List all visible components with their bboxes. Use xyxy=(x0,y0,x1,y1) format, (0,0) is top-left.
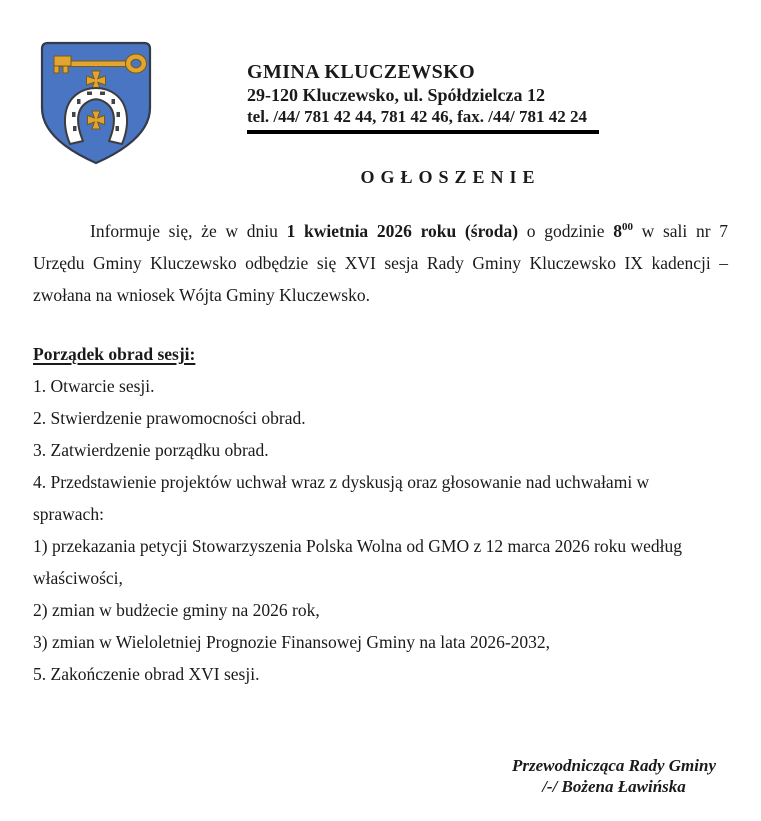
signature-role: Przewodnicząca Rady Gminy xyxy=(512,756,716,775)
signature-block xyxy=(497,755,731,797)
agenda-line: 2) zmian w budżecie gminy na 2026 rok, xyxy=(33,600,320,620)
agenda-line: 3. Zatwierdzenie porządku obrad. xyxy=(33,440,269,460)
letterhead-rule xyxy=(247,130,599,134)
intro-line-1 xyxy=(33,215,728,247)
intro-line-2: Urzędu Gminy Kluczewsko odbędzie się XVI sesja Rady Gminy Kluczewsko IX kadencji – xyxy=(33,253,728,273)
session-hour-superscript: 00 xyxy=(621,221,633,234)
org-phone: tel. /44/ 781 42 44, 781 42 46, fax. /44/ 781 42 24 xyxy=(247,107,587,126)
agenda-section xyxy=(33,338,735,690)
signature-name: /-/ Bożena Ławińska xyxy=(542,777,686,796)
intro-text: w sali nr 7 xyxy=(632,221,729,241)
session-date: 1 kwietnia 2026 roku (środa) xyxy=(286,221,519,241)
agenda-heading: Porządek obrad sesji: xyxy=(33,344,196,364)
org-name: GMINA KLUCZEWSKO xyxy=(247,61,476,83)
agenda-line: 3) zmian w Wieloletniej Prognozie Finansowej Gminy na lata 2026-2032, xyxy=(33,632,551,652)
intro-paragraph xyxy=(33,215,728,311)
agenda-line: 1) przekazania petycji Stowarzyszenia Polska Wolna od GMO z 12 marca 2026 roku według xyxy=(33,536,682,556)
agenda-line: 1. Otwarcie sesji. xyxy=(33,376,155,396)
agenda-line: 4. Przedstawienie projektów uchwał wraz z dyskusją oraz głosowanie nad uchwałami w xyxy=(33,472,650,492)
letterhead xyxy=(247,61,647,134)
coat-of-arms xyxy=(37,40,155,168)
agenda-line: sprawach: xyxy=(33,504,104,524)
agenda-line: 5. Zakończenie obrad XVI sesji. xyxy=(33,664,260,684)
page-title: OGŁOSZENIE xyxy=(360,167,541,187)
agenda-line: 2. Stwierdzenie prawomocności obrad. xyxy=(33,408,306,428)
agenda-line: właściwości, xyxy=(33,568,123,588)
org-address: 29-120 Kluczewsko, ul. Spółdzielcza 12 xyxy=(247,85,545,105)
intro-text: Informuje się, że w dniu xyxy=(90,221,287,241)
intro-line-3: zwołana na wniosek Wójta Gminy Kluczewsko. xyxy=(33,285,370,305)
session-hour: 8 xyxy=(613,221,622,241)
agenda-heading-line xyxy=(33,338,735,370)
intro-text: o godzinie xyxy=(518,221,614,241)
